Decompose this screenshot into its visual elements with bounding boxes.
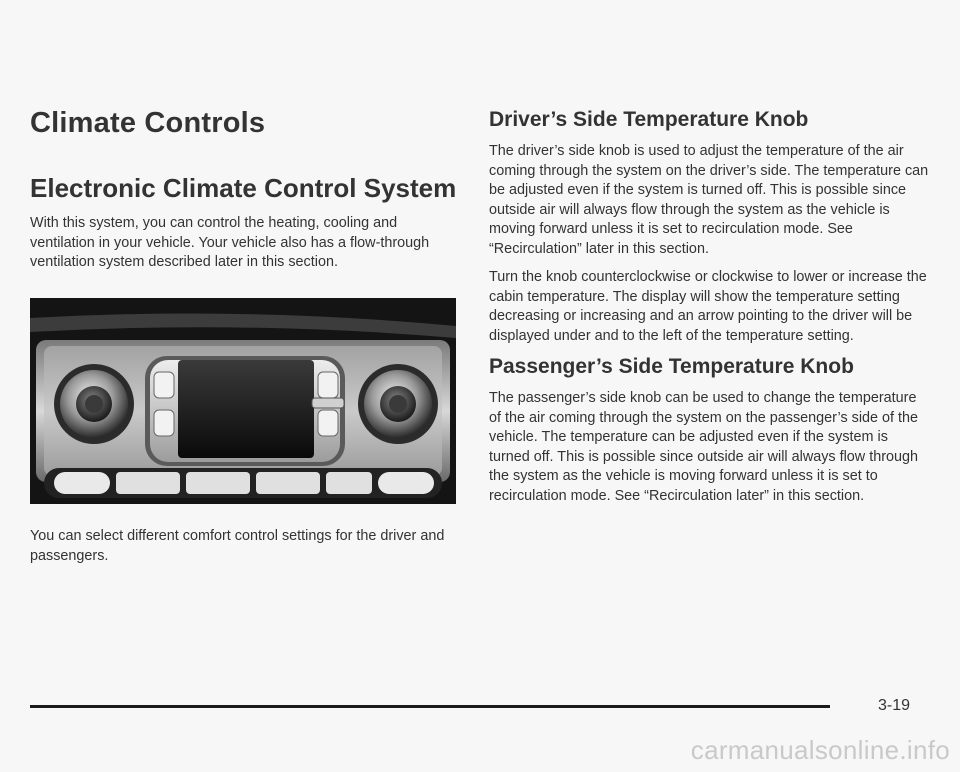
photo-caption: You can select different comfort control settings for the driver and passengers.	[30, 528, 445, 564]
passenger-knob-heading: Passenger’s Side Temperature Knob	[489, 355, 854, 379]
driver-knob-paragraph-1: The driver’s side knob is used to adjust the temperature of the air coming through the system on the driver’s side. The temperature can be adjusted even if the system is turned off. This is possible since outside air will always flow through the system as the vehicle is moving forward unless it is set to recirculation mode. See “Recirculation” later in this section.	[489, 143, 929, 257]
driver-knob-heading: Driver’s Side Temperature Knob	[489, 108, 809, 131]
page-number: 3-19	[878, 697, 911, 714]
button-row-icon	[44, 468, 442, 498]
watermark: carmanualsonline.info	[690, 735, 950, 765]
footer-rule	[30, 705, 830, 708]
passenger-temperature-knob-icon	[358, 364, 438, 444]
right-column	[489, 108, 929, 515]
photo-caption-block	[30, 527, 460, 566]
driver-temperature-knob-icon	[54, 364, 134, 444]
climate-control-panel-photo	[30, 298, 456, 504]
intro-paragraph: With this system, you can control the heating, cooling and ventilation in your vehicle. Your vehicle also has a flow-through ventilation system described later in this section.	[30, 215, 430, 271]
display-screen-icon	[178, 360, 314, 458]
section-title: Electronic Climate Control System	[30, 172, 457, 203]
left-column	[30, 108, 460, 273]
driver-knob-paragraph-2: Turn the knob counterclockwise or clockwise to lower or increase the cabin temperature. The display will show the temperature setting decreasing or increasing and an arrow pointing to the driver will be displayed under and to the left of the temperature setting.	[489, 269, 927, 344]
passenger-knob-paragraph: The passenger’s side knob can be used to change the temperature of the air coming through the system on the passenger’s side of the vehicle. The temperature can be adjusted even if the system is turned off. This is possible since outside air will always flow through the system as the vehicle is moving forward unless it is set to recirculation mode. See “Recirculation later” in this section.	[489, 390, 919, 504]
chapter-title: Climate Controls	[30, 107, 266, 139]
